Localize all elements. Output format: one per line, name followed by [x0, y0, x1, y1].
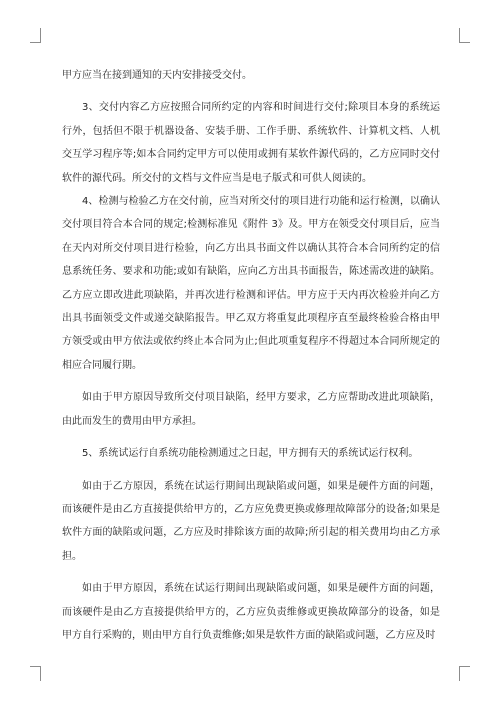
- paragraph-delivery-content: 3、交付内容乙方应按照合同所约定的内容和时间进行交付;除项目本身的系统运行外，包括但不限于机器设备、安装手册、工作手册、系统软件、计算机文档、人机交互学习程序等;如本合同约定甲方可以使用或拥有某软件源代码的，乙方应同时交付软件的源代码。所交付的文档与文件应当是电子版式和可供人阅读的。: [62, 102, 440, 184]
- crop-mark-bottom-right: [459, 666, 470, 681]
- paragraph-buyer-caused-issues: 如由于甲方原因，系统在试运行期间出现缺陷或问题，如果是硬件方面的问题，而该硬件是由乙方直接提供给甲方的，乙方应负责维修或更换故障部分的设备，如是甲方自行采购的，则由甲方自行负责维修;如果是软件方面的缺陷或问题，乙方应及时: [62, 583, 440, 641]
- paragraph-buyer-caused-defects: 如由于甲方原因导致所交付项目缺陷，经甲方要求，乙方应帮助改进此项缺陷，由此而发生的费用由甲方承担。: [62, 392, 440, 427]
- document-body: [62, 64, 440, 647]
- paragraph-acceptance-arrangement: 甲方应当在接到通知的天内安排接受交付。: [62, 70, 252, 81]
- crop-mark-top-left: [30, 28, 41, 43]
- crop-mark-top-right: [459, 28, 470, 43]
- paragraph-seller-caused-issues: 如由于乙方原因，系统在试运行期间出现缺陷或问题，如果是硬件方面的问题，而该硬件是由乙方直接提供给甲方的，乙方应免费更换或修理故障部分的设备;如果是软件方面的缺陷或问题，乙方应及时排除该方面的故障;所引起的相关费用均由乙方承担。: [62, 480, 440, 562]
- paragraph-trial-operation: 5、系统试运行自系统功能检测通过之日起，甲方拥有天的系统试运行权利。: [82, 448, 419, 460]
- paragraph-inspection-testing: 4、检测与检验乙方在交付前，应当对所交付的项目进行功能和运行检测，以确认交付项目符合本合同的规定;检测标准见《附件 3》及。甲方在领受交付项目后，应当在天内对所交付项目进行检验，向乙方出具书面文件以确认其符合本合同所约定的信息系统任务、要求和功能;或如有缺陷，应向乙方出具书面报告，陈述需改进的缺陷。乙方应立即改进此项缺陷，并再次进行检测和评估。甲方应于天内再次检验并向乙方出具书面领受文件或递交缺陷报告。甲乙双方将重复此项程序直至最终检验合格由甲方领受或由甲方依法或依约终止本合同为止;但此项重复程序不得超过本合同所规定的相应合同履行期。: [62, 196, 440, 371]
- crop-mark-bottom-left: [30, 666, 41, 681]
